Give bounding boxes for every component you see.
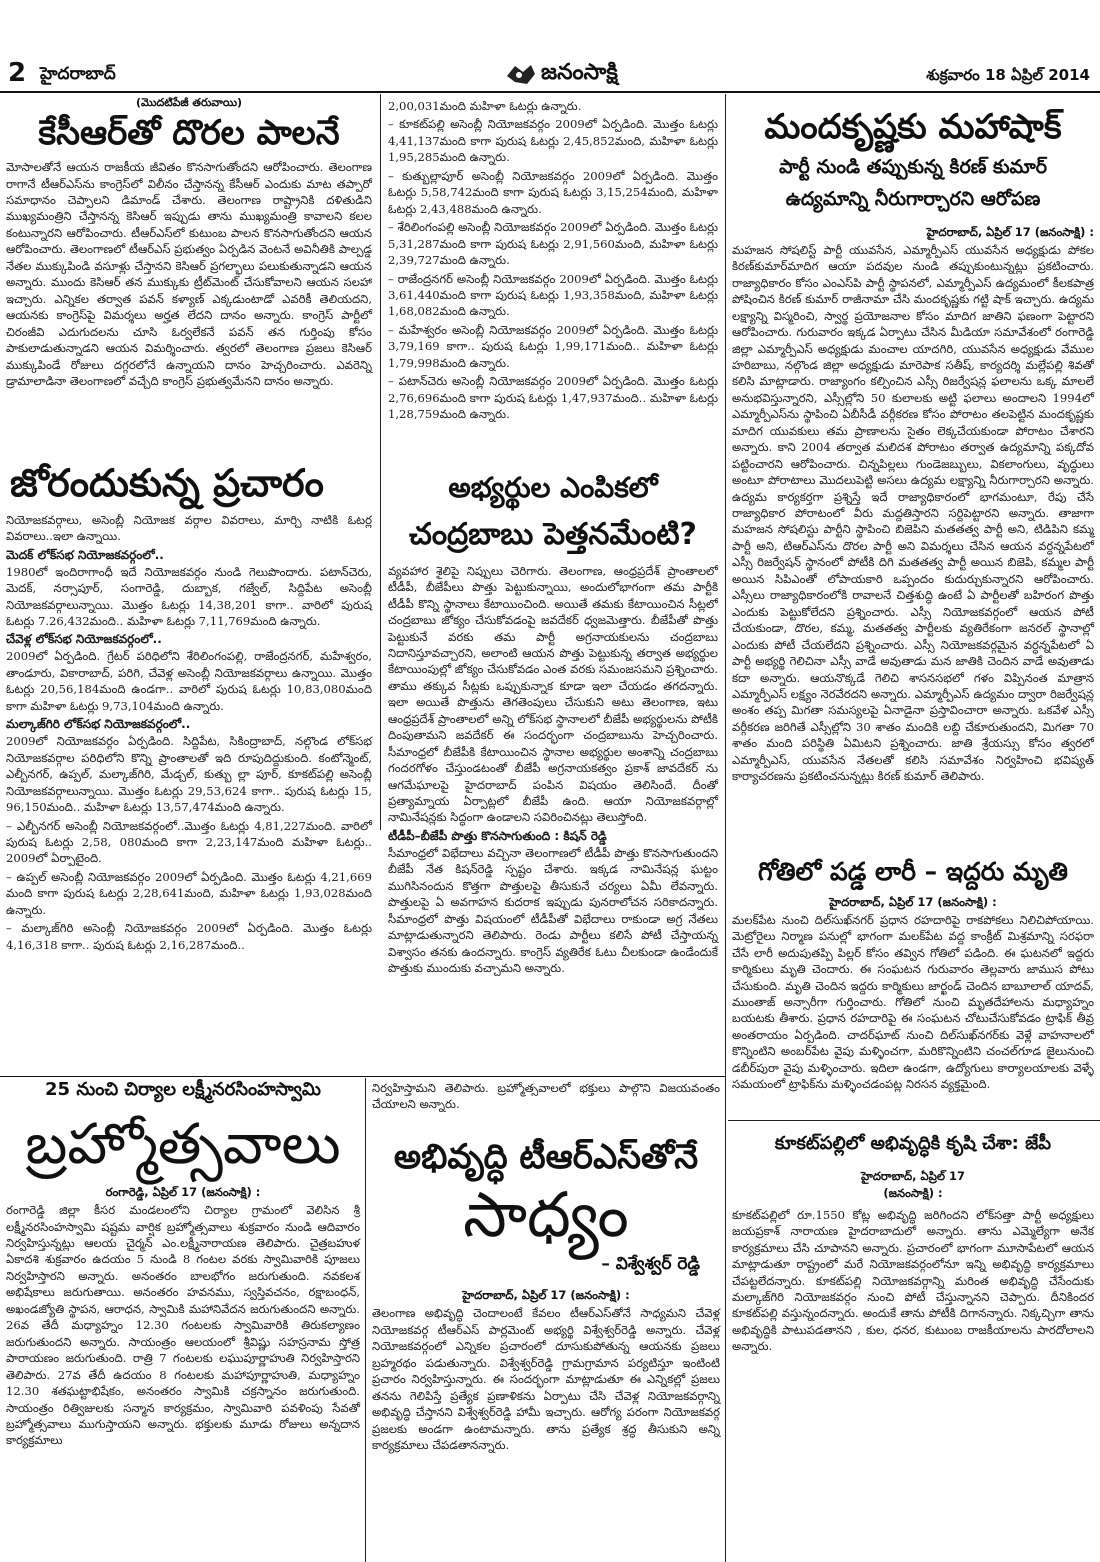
manda-story [732, 96, 1094, 812]
dateline: రంగారెడ్డి, ఏప్రిల్‌ 17 (జనంసాక్షి) : [105, 1185, 261, 1200]
page-number: 2 [8, 58, 27, 88]
subheadline: ఉద్యమాన్ని నీరుగార్చారని ఆరోపణ [785, 187, 1041, 210]
subheading: టీడీపీ–బీజేపీ పొత్తు కొనసాగుతుంది : కిషన్‌ రెడ్డి [388, 828, 607, 843]
paragraph: – కుత్బుల్లాపూర్‌ అసెంబ్లీ నియోజకవర్గం 2009లో ఏర్పడింది. మొత్తం ఓటర్లు 5,58,742మంది కాగా పురుష ఓటర్లు 3,15,254మంది, మహిళా ఓటర్లు 2,43,488మంది ఉన్నారు. [388, 168, 718, 216]
issue-date: శుక్రవారం 18 ఏప్రిల్ 2014 [926, 66, 1090, 84]
brahmotsavam-story [6, 1080, 360, 1562]
subheading: మల్కాజ్‌గిరి లోక్‌సభ నియోజకవర్గంలో.. [6, 717, 191, 732]
paragraph: సీమాంధ్రలో విభేదాలు వచ్చినా తెలంగాణలో టీడీపీ పొత్తు కొనసాగుతుందని బీజేపీ నేత కిషన్‌రెడ్డి స్పష్టం చేశారు. ఇక్కడ నామినేషన్ల ఘట్టం ముగిసినందున కొత్తగా పొత్తులపై తీసుకునే చర్యలు ఏమీ లేవన్నారు. పొత్తులపై ఏ అవగాహన కుదరాక ఇప్పుడు పునరాలోచన సరికాదన్నారు. సీమాంధ్రలో పొత్తు విషయంలో టీడీపీతో విభేదాలు రాకుండా అగ్ర నేతలు మాట్లాడుతున్నారని తెలిపారు. రెండు పార్టీలు కలిసే పోటీ చేస్తాయన్న విశ్వాసం తనకు ఉందన్నారు. కాంగ్రెస్‌ వ్యతిరేక ఓటు చీలకుండా ఉండేందుకే పొత్తుకు ముందుకు వచ్చామని అన్నారు. [388, 845, 718, 976]
paragraph: – మహేశ్వరం అసెంబ్లీ నియోజకవర్గం 2009లో ఏర్పడింది. మొత్తం ఓటర్లు 3,79,169 కాగా.. పురుష ఓటర్లు 1,99,171మంది.. మహిళా ఓటర్లు 1,79,998మంది ఉన్నారు. [388, 322, 718, 370]
dateline: హైదరాబాద్‌, ఏప్రిల్‌ 17 (జనంసాక్షి) : [926, 224, 1094, 239]
section-label: హైదరాబాద్ [40, 64, 116, 84]
story-body [6, 512, 372, 952]
masthead-rule [0, 91, 1100, 93]
byline: – విశ్వేశ్వర్‌ రెడ్డి [601, 1254, 700, 1275]
paragraph: 1980లో ఇందిరాగాంధీ ఇదే నియోజకవర్గం నుండి గెలుపొందారు. పటాన్‌చెరు, మెదక్‌, నర్సాపూర్‌, సంగారెడ్డి, దుబ్బాక, గజ్వేల్‌, సిద్దిపేట అసెంబ్లీ నియోజకవర్గాలున్నాయి. మొత్తం ఓటర్లు 14,38,201 కాగా.. వారిలో పురుష ఓటర్లు 7.26,432మంది.. మహిళా ఓటర్లు 7,11,769మంది ఉన్నారు. [6, 564, 372, 628]
story-body [388, 563, 718, 976]
headline: అభివృద్ధి టీఆర్‌ఎస్‌తోనే [393, 1137, 699, 1177]
story-body [732, 912, 1094, 1107]
headline: సాధ్యం [463, 1178, 629, 1252]
headline: బ్రహ్మోత్సవాలు [25, 1111, 341, 1177]
masthead [0, 0, 1100, 86]
story-body [732, 242, 1094, 812]
dateline: హైదరాబాద్‌, ఏప్రిల్‌ 17 (జనంసాక్షి) : [829, 894, 997, 909]
paragraph: మహజన సోషలిస్ట్‌ పార్టీ యువసేన, ఎమ్మార్పీఎస్‌ యువసేన అధ్యక్షుడు పోకల కిరణ్‌కుమార్‌మాదిగ ఆయా పదవుల నుండి తప్పుకుంటున్నట్లు ప్రకటించారు. రాజ్యాధికారం కోసం ఎంఎస్‌పి పార్టీ స్థాపనలో, ఎమ్మార్పీఎస్‌ ఉద్యమంలో కీలకపాత్ర పోషించిన కిరణ్‌ కుమార్‌ రాజీనామా చేసి మందకృష్ణకు గట్టి షాక్‌ ఇచ్చారు. ఉద్యమ లక్ష్యాన్ని విస్మరించి, స్వార్థ ప్రయోజనాల కోసం మాదిగ జాతిని ఫణంగా పెట్టారని ఆరోపించారు. గురువారం ఇక్కడ ఏర్పాటు చేసిన మీడియా సమావేశంలో రంగారెడ్డి జిల్లా ఎమ్మార్పీఎస్‌ అధ్యక్షుడు మంచాల యాదగిరి, యువసేన అధ్యక్షుడు వేముల హరిబాబు, నల్గొండ జిల్లా అధ్యక్షుడు మారెపాక సతీష్‌, కార్యదర్శి మల్లేపల్లి శివతో కలిసి మాట్లాడారు. రాజ్యాంగం కల్పించిన ఎస్సీ రిజర్వేషన్ల ఫలాలను ఒక్క మాలలే అనుభవిస్తున్నారని, ఎస్సీల్లోని 50 కులాలకు అట్టి ఫలాలు అందాలని 1994లో ఎమ్మార్పీఎస్‌ను స్థాపించి ఏబీసీడీ వర్గీకరణ కోసం పోరాటం తలపెట్టిన మందకృష్ణకు మాదిగ యువకులు తమ ప్రాణాలను సైతం లెక్కచేయకుండా పోరాటం చేశారని అన్నారు. కాని 2004 తర్వాత మలిదశ పోరాటం తర్వాత ఉద్యమాన్ని పక్కదోవ పట్టించారని ఆరోపించారు. చిన్నపిల్లలు గుండెజబ్బులు, వికలాంగులు, వృద్ధులు అంటూ పోరాటాలు మొదలుపెట్టి అసలు ఉద్యమ లక్ష్యాన్ని నీరుగార్చారని అన్నారు. ఉద్యమ కార్యకర్తగా ప్రశ్నిస్తే ఇదే రాజ్యాధికారంలో భాగమంటూ, రేపు చేసే రాజ్యాధికార పోరాటంలో వీరు మద్దతిస్తారని సర్దిపెట్టారని అన్నారు. తాజాగా మహజన సోషలిస్టు పార్టీని స్థాపించి బిజెపిని మతతత్వ పార్టీ అని, టిడిపిని కమ్మ పార్టీ అని, టిఆర్‌ఎస్‌ను దొరల పార్టీ అని విమర్శలు చేసిన ఆయన వర్ధన్నపేటలో ఎస్సీ రిజర్వేషన్‌ స్థానంలో పోటీకి దిగి మతతత్వ పార్టీ అయిన బిజెపి, కమ్మల పార్టీ అయిన సిపిఎంతో లోపాయకారి ఒప్పందం కుదుర్చుకున్నారని ఆరోపించారు. ఎస్సీలు రాజ్యాధికారంలోకి రావాలనే చిత్తశుద్ధి ఉంటే ఏ పార్టీలతో బహిరంగ పొత్తు ఎందుకు పెట్టుకోలేదని ప్రశ్నించారు. ఎస్సీ నియోజకవర్గంలో ఆయన పోటీ చేయకుండా, దొరల, కమ్మ, మతతత్వ పార్టీలకు వ్యతిరేకంగా జనరల్‌ స్థానాల్లో ఎందుకు పోటీ చేయలేదని ప్రశ్నించారు. ఎస్సీ నియోజకవర్గమైన వర్ధన్నపేటలో ఏ పార్టీ అభ్యర్థి గెలిచినా ఎస్సీ వాడే అవుతాడు మన జాతికి చెందిన వాడే అవుతాడు కదా అన్నారు. ఆయనొక్కడే గెలిచి శాసనసభలో గళం విప్పినంత మాత్రాన ఎమ్మార్పీఎస్‌ లక్ష్యం నెరవేరదని అన్నారు. ఎమ్మార్పీఎస్‌ ఉద్యమం ద్వారా రిజర్వేషన్ల అంశం తప్ప మిగతా సమస్యలపై ఏనాడైనా ప్రస్తావించారా అన్నారు. ఒకవేళ ఎస్సీ వర్గీకరణ జరిగితే ఎస్సీల్లోని 30 శాతం మందికి లబ్ది చేకూరుతుందని, మిగతా 70 శాతం మంది పరిస్థితి ఏమిటని ప్రశ్నించారు. జాతి శ్రేయస్సు కోసం త్వరలో ఎమ్మార్పీఎస్‌, యువసేన నేతలతో కలిసి సమావేశం నిర్వహించి భవిష్యత్‌ కార్యాచరణను ప్రకటించనున్నట్లు కిరణ్‌ కుమార్‌ తెలిపారు. [732, 242, 1094, 784]
paragraph: వ్యవహార శైలిపై నిప్పులు చెరిగారు. తెలంగాణ, ఆంధ్రప్రదేశ్‌ ప్రాంతాలలో టీడీపీ, బీజేపీలు పొత్తు పెట్టుకున్నాయి, అందులోభాగంగా తమ పార్టీకి టీడీపీ కొన్ని స్థానాలు కేటాయించింది. అయితే తమకు కేటాయించిన సీట్లలో చంద్రబాబు జోక్యం చేసుకోవడంపై జవదేకర్‌ ధ్వజమెత్తారు. బీజేపీతో పొత్తు పెట్టుకునే వరకు తమ పార్టీ అగ్రనాయకులను చంద్రబాబు నిదానిస్తూవచ్చారని, అలాంటి ఆయన పొత్తు పెట్టుకున్న తర్వాత అభ్యర్థుల కేటాయింపుల్లో జోక్యం చేసుకోవడం ఎంత వరకు సమంజసమని ప్రశ్నించారు. తాము తక్కువ సీట్లకు ఒప్పుకున్నాక కూడా ఇలా చేయడం తగదన్నారు. ఇలా అయితే పొత్తును తెగతెంపులు చేసుకుని అటు తెలంగాణ, ఇటు ఆంధ్రప్రదేశ్‌ ప్రాంతాలలో అన్ని లోక్‌సభ స్థానాలలో బీజేపీ అభ్యర్థులను పోటీకి దింపుతామని జవదేకర్‌ ఈ సందర్భంగా చంద్రబాబును హెచ్చరించారు. సీమాంధ్రలో బీజేపీకి కేటాయించిన స్థానాల అభ్యర్థుల అంశాన్ని చంద్రబాబు గందరగోళం చేస్తుండటంతో బీజేపీ అగ్రనాయకత్వం ప్రకాశ్‌ జావదేకర్‌ ను ఆగమేఘాలపై హైదరాబాద్‌ పంపిన విషయం తెలిసిందే. దీంతో ప్రత్యామ్నాయ ఏర్పాట్లలో బీజేపీ ఉంది. ఆయా నియోజకవర్గాల్లో నామినేషన్లకు సిద్ధంగా ఉండాలని సవిరించినట్లు తెలుస్తోంది. [388, 563, 718, 825]
logo-emblem-icon [505, 62, 537, 88]
kcr-story [6, 96, 372, 459]
headline: మందకృష్ణకు మహాషాక్‌ [764, 107, 1062, 147]
lorry-story [732, 858, 1094, 1107]
story-body [732, 1207, 1094, 1537]
paragraph: మలక్‌పేట నుంచి దిల్‌సుఖ్‌నగర్‌ ప్రధాన రహదారిపై రాకపోకలు నిలిచిపోయాయి. మెట్రోరైలు నిర్మాణ పనుల్లో భాగంగా మలక్‌పేట వద్ద కాంక్రీట్‌ మిశ్రమాన్ని సరఫరా చేసే లారీ అదుపుతప్పి పిల్లర్‌ కోసం తవ్విన గోతిలో పడింది. ఈ ఘటనలో ఇద్దరు కార్మికులు మృతి చెందారు. ఈ సంఘటన గురువారం తెల్లవారు జాముస పోటు చేసుకుంది. మృతి చెందిన ఇద్దరు కార్మికులు జార్ఖండ్‌ చెందిన బాబూలాల్‌ యాదవ్‌, ముంతాజ్‌ అన్సారీగా గుర్తించారు. గోతిలో నుంచి మృతదేహాలను మధ్యాహ్నం బయటకు తీశారు. ప్రధాన రహదారిపై ఈ సంఘటన చోటుచేసుకోవడం ట్రాఫిక్‌ తీవ్ర అంతరాయం ఏర్పడింది. చాదర్‌ఘాట్‌ నుంచి దిల్‌సుఖ్‌నగర్‌కు వెళ్లే వాహనాలలో కొన్నింటిని అంబర్‌పేట వైపు మళ్ళించగా, మరికొన్నింటిని చంచల్‌గూడ జైలునుంచి డబీర్‌పురా వైపు మళ్ళించారు. ఇదిలా ఉండగా, ఉద్యోగులు కార్యాలయాలకు వెళ్ళే సమయంలో ట్రాఫిక్‌ను మళ్ళించడంపట్ల నిరసన వ్యక్తమైంది. [732, 912, 1094, 1092]
paragraph: నిర్వహిస్తామని తెలిపారు. బ్రహ్మోత్సవాలలో భక్తులు పాల్గొని విజయవంతం చేయాలని అన్నారు. [372, 1081, 720, 1112]
paragraph: – పటాన్‌చెరు అసెంబ్లీ నియోజకవర్గం 2009లో ఏర్పడింది. మొత్తం ఓటర్లు 2,76,696మంది కాగా పురుష ఓటర్లు 1,47,937మంది.. మహిళా ఓటర్లు 1,28,759మంది ఉన్నారు. [388, 374, 718, 422]
headline: చంద్రబాబు పెత్తనమేంటి? [409, 517, 697, 553]
paragraph: కూకట్‌పల్లిలో రూ.1550 కోట్ల అభివృద్ధి జరిగిందని లోక్‌సత్తా పార్టీ అధ్యక్షులు జయప్రకాశ్‌ నారాయణ హైదరాబాదులో అన్నారు. తాను ఎమ్మెల్యేగా అనేక కార్యక్రమాలు చేసి చూపానని అన్నారు. ప్రచారంలో భాగంగా మూసాపేటలో ఆయన మాట్లాడుతూ రాష్ట్రంలో మరే నియోజకవర్గంలోనూ ఇన్ని అభివృద్ధి కార్యక్రమాలు చేపట్టలేదన్నారు. కూకట్‌పల్లి నియోజకవర్గాన్ని మరింత అభివృద్ధి చేసేందుకు మల్కాజ్‌గిరి నియోజకవర్గం నుంచి పోటీ చేస్తున్నానని చెప్పారు. దీనికిందర కూకట్‌పల్లి వస్తున్నందన్నారు. అందుకే తాను పోటీకి దిగానన్నారు. నిక్కచ్చిగా తాను అభివృద్ధికి పాటుపడతానని , కుల, ధనర, కుటుంబ రాజకీయాలను పారదోలాలని అన్నారు. [732, 1207, 1094, 1354]
jp-story [732, 1126, 1094, 1537]
paragraph: 2,00,031మంది మహిళా ఓటర్లు ఉన్నారు. [388, 99, 582, 113]
section-separator [0, 1076, 726, 1077]
story-kicker: (మొదటిపేజీ తరువాయి) [135, 96, 242, 109]
paper-name: జనంసాక్షి [541, 60, 618, 85]
story-body [6, 159, 372, 459]
headline: అభ్యర్థుల ఎంపికలో [448, 471, 658, 504]
headline: కూకట్‌పల్లిలో అభివృద్ధికి కృషి చేశా: జేపీ [774, 1133, 1052, 1154]
paragraph: – ఎల్బీనగర్‌ అసెంబ్లీ నియోజకవర్గంలో..మొత్తం ఓటర్లు 4,81,227మంది. వారిలో పురుష ఓటర్లు 2,58, 080మంది కాగా 2,23,147మంది మహిళా ఓటర్లు.. 2009లో ఏర్పాటైంది. [6, 818, 372, 866]
story-body [6, 1202, 360, 1562]
paragraph: 2009లో నియోజకవర్గం ఏర్పడింది. సిద్దిపేట, సికింద్రాబాద్‌, నల్గొండ లోక్‌సభ నియోజకవర్గాల పరిధిలోని కొన్ని ప్రాంతాలతో ఇది రూపుదిద్దుకుంది. కంటోన్మెంట్‌, ఎల్బీనగర్‌, ఉప్పల్‌, మల్కాజ్‌గిరి, మేడ్చల్‌, కుత్బు ల్లా పూర్‌, కూకట్‌పల్లి అసెంబ్లీ నియోజకవర్గాలున్నాయి. మొత్తం ఓటర్లు 29,53,624 కాగా.. పురుష ఓటర్లు 15, 96,150మంది.. మహిళా ఓటర్లు 13,57,474మంది ఉన్నారు. [6, 734, 372, 815]
dateline: హైదరాబాద్‌, ఏప్రిల్‌ 17 (జనంసాక్షి) : [462, 1288, 630, 1303]
trs-story [372, 1126, 720, 1495]
paragraph: – రాజేంద్రనగర్‌ అసెంబ్లీ నియోజకవర్గం 2009లో ఏర్పడింది. మొత్తం ఓటర్లు 3,61,440మంది కాగా పురుష ఓటర్లు 1,93,358మంది, మహిళా ఓటర్లు 1,68,082మంది ఉన్నారు. [388, 271, 718, 319]
story-body [372, 1305, 720, 1495]
dateline: (జనంసాక్షి) : [883, 1185, 943, 1200]
paragraph: రంగారెడ్డి జిల్లా కీసర మండలంలోని చిర్యాల గ్రామంలో వెలిసిన శ్రీ లక్ష్మీనరసింహస్వామి షష్టమ వార్షిక బ్రహ్మోత్సవాలు శుక్రవారం నుండి ఆదివారం నిర్వహిస్తున్నట్లు ఆలయ చైర్మన్‌ ఎం.లక్ష్మీనారాయణ తెలిపారు. చైత్రబహుళ ఏకాదశి శుక్రవారం ఉదయం 5 నుండి 8 గంటల వరకు స్వామివారికి పూజలు నిర్వహిస్తారని అన్నారు. అనంతరం బాలభోగం జరుగుతుంది. నవకలశ అభిషేకాలు జరుగుతాయి. అనంతరం హవనము, స్వస్తివచనం, రక్షాబంధన్‌, అఖండజ్యోతి స్థాపన, ఆరాధన, స్వామికి మహానివేదన జరుగుతుందని అన్నారు. 26వ తేదీ మధ్యాహ్నం 12.30 గంటలకు స్వామివారికి తిరుకల్యాణం జరుగుతుందని అన్నారు. సాయంత్రం ఆలయంలో శ్రీవిష్ణు సహస్రనామ స్తోత్ర పారాయణం జరుగుతుంది. రాత్రి 7 గంటలకు లఘుపూర్ణాహుతి నిర్వహిస్తారని తెలిపారు. 27వ తేదీ ఉదయం 8 గంటలకు మహాపూర్ణాహుతి, మధ్యాహ్నం 12.30 శతఘట్టాభిషేకం, అనంతరం స్వామికి చక్రస్నానం జరుగుతుంది. సాయంత్రం రిత్విజులకు సన్మాన కార్యక్రమం, స్వామివారి పవళింపు సేవతో బ్రహ్మోత్సవాలు ముగుస్తాయని అన్నారు. భక్తులకు మూడు రోజులు అన్నదాన కార్యక్రమాలు [6, 1203, 360, 1448]
dateline: హైదరాబాద్‌, ఏప్రిల్‌ 17 [860, 1168, 966, 1183]
paragraph: మోసాలతోనే ఆయన రాజకీయ జీవితం కొనసాగుతోందని ఆరోపించారు. తెలంగాణ రాగానే టీఆర్‌ఎస్‌ను కాంగ్రెస్‌లో విలీనం చేస్తానన్న కేసీఆర్‌ ఎందుకు మాట తప్పారో సమాధానం చెప్పాలని డిమాండ్‌ చేశారు. తెలంగాణ రాష్ట్రానికి దళితుడిని ముఖ్యమంత్రిని చేస్తానన్న కెసిఆర్‌ ఇప్పుడు తాను ముఖ్యమంత్రి కావాలని కలల కంటున్నారని ఆరోపించారు. టీఆర్‌ఎస్‌లో కుటుంబ పాలన కొనసాగుతోందని ఆయన ఆరోపించారు. తెలంగాణలో టీఆర్‌ఎస్‌ ప్రభుత్వం ఏర్పడిన వెంటనే అవినీతికి పాల్పడ్డ నేతల ముక్కుపిండి వసూళ్లు చేస్తానని కెసిఆర్‌ ప్రగల్భాలు పలుకుతున్నాడని ఆయన అన్నారు. ముందు కెసిఆర్‌ తన ముక్కుకు ట్రీట్‌మెంట్‌ చేసుకోవాలని ఆయన సలహా ఇచ్చారు. ఎన్నికల తర్వాత పవన్‌ కళ్యాణ్‌ ఎక్కడుంటాడో ఎవరికీ తెలియదని, ఆయనకు కాంగ్రెస్‌పై విమర్శలు అర్హత లేదని దానం అన్నారు. కాంగ్రెస్‌ పార్టీలో చిరంజీవి ఎదుగుదలను చూసి ఓర్వలేకనే పవన్‌ తన గుర్తింపు కోసం పాకులాడుతున్నాడని ఆయన విమర్శించారు. త్వరలో తెలంగాణ ప్రజలు కెసిఆర్‌ ముక్కుపిండే రోజులు దగ్గరలోనే ఉన్నాయని దానం హెచ్చరించారు. ఎవరెన్ని డ్రామాలాడినా తెలంగాణలో వచ్చేది కాంగ్రెస్‌ ప్రభుత్వమేనని దానం అన్నారు. [6, 160, 372, 388]
paragraph: – కూకట్‌పల్లి అసెంబ్లీ నియోజకవర్గం 2009లో ఏర్పడింది. మొత్తం ఓటర్లు 4,41,137మంది కాగా పురుష ఓటర్లు 2,45,852మంది, మహిళా ఓటర్లు 1,95,285మంది ఉన్నారు. [388, 117, 718, 165]
paragraph: 2009లో ఏర్పడింది. గ్రేటర్‌ పరిధిలోని శేరిలింగంపల్లి, రాజేంద్రనగర్‌, మహేశ్వరం, తాండూరు, వికారాబాద్‌, పరిగి, చేవెళ్ల అసెంబ్లీ నియోజకవర్గాలు ఉన్నాయి. మొత్తం ఓటర్లు 20,56,184మంది ఉండగా.. వారిలో పురుష ఓటర్లు 10,83,080మంది కాగా మహిళా ఓటర్లు 9,73,104మంది ఉన్నారు. [6, 649, 372, 713]
brahmotsavam-continuation [372, 1080, 720, 1120]
paragraph: – మల్కాజ్‌గిరి అసెంబ్లీ నియోజకవర్గం 2009లో ఏర్పడింది. మొత్తం ఓటర్లు 4,16,318 కాగా.. పురుష ఓటర్లు 2,16,287మంది.. [6, 921, 372, 952]
campaign-story [6, 461, 372, 952]
paragraph: నియోజకవర్గాలు, అసెంబ్లీ నియోజక వర్గాల వివరాలు, మార్చి నాటికి ఓటర్ల వివరాలు..ఇలా ఉన్నాయి. [6, 512, 372, 544]
story-separator [728, 1120, 1100, 1121]
paragraph: – శేరిలింగంపల్లి అసెంబ్లీ నియోజకవర్గం 2009లో ఏర్పడింది. మొత్తం ఓటర్లు 5,31,287మంది కాగా పురుష ఓటర్లు 2,91,560మంది, మహిళా ఓటర్లు 2,39,727మంది ఉన్నారు. [388, 220, 718, 268]
column-rule [380, 94, 381, 830]
voters-continued [388, 98, 718, 458]
subheading: చేవెళ్ల లోక్‌సభ నియోజకవర్గంలో.. [6, 632, 162, 647]
column-rule [725, 94, 726, 1562]
column-rule [365, 1078, 366, 1562]
paragraph: – ఉప్పల్‌ అసెంబ్లీ నియోజకవర్గం 2009లో ఏర్పడింది. మొత్తం ఓటర్లు 4,21,669 మంది కాగా పురుష ఓటర్లు 2,28,641మంది, మహిళా ఓటర్లు 1,93,028మంది ఉన్నారు. [6, 869, 372, 917]
paragraph: తెలంగాణ అభివృద్ధి చెందాలంటే కేవలం టీఆర్‌ఎస్‌తోనే సాధ్యమని చేవెళ్ల నియోజకవర్గ టీఆర్‌ఎస్‌ పార్లమెంట్‌ అభ్యర్థి విశ్వేశ్వర్‌రెడ్డి అన్నారు. చేవెళ్ల నియోజకవర్గంలో ఎన్నికల ప్రచారంలో దూసుకుపోతున్న ఆయనకు ప్రజలు బ్రహ్మరథం పడుతున్నారు. విశ్వేశ్వర్‌రెడ్డి గ్రామగ్రామాన పర్యటిస్తూ ఇంటింటి ప్రచారం నిర్వహిస్తున్నారు. ఈ సందర్భంగా మాట్లాడుతూ ఈ ఎన్నికల్లో ప్రజలు తనను గెలిపిస్తే ప్రత్యేక ప్రణాళికను ఏర్పాటు చేసి చేవెళ్ల నియోజకవర్గాన్ని అభివృద్ధి చేస్తానని విశ్వేశ్వర్‌రెడ్డి హామీ ఇచ్చారు. ఆరోగ్య పరంగా నియోజకవర్గ ప్రజలకు అండగా ఉంటామన్నారు. తాను ప్రత్యేక శ్రద్ధ తీసుకుని అన్ని కార్యక్రమాలు చేపడతానన్నారు. [372, 1306, 720, 1453]
paper-logo [505, 60, 618, 90]
headline: కేసీఆర్‌తో దొరల పాలనే [38, 113, 340, 153]
subheadline: పార్టీ నుండి తప్పుకున్న కిరణ్‌ కుమార్‌ [778, 156, 1048, 179]
headline: గోతిలో పడ్డ లారీ – ఇద్దరు మృతి [758, 857, 1068, 886]
kicker: 25 నుంచి చిర్యాల లక్ష్మీనరసింహస్వామి [45, 1079, 321, 1100]
headline: జోరందుకున్న ప్రచారం [10, 461, 324, 505]
subheading: మెదక్‌ లోక్‌సభ నియోజకవర్గంలో.. [6, 547, 164, 562]
chandrababu-story [388, 471, 718, 976]
